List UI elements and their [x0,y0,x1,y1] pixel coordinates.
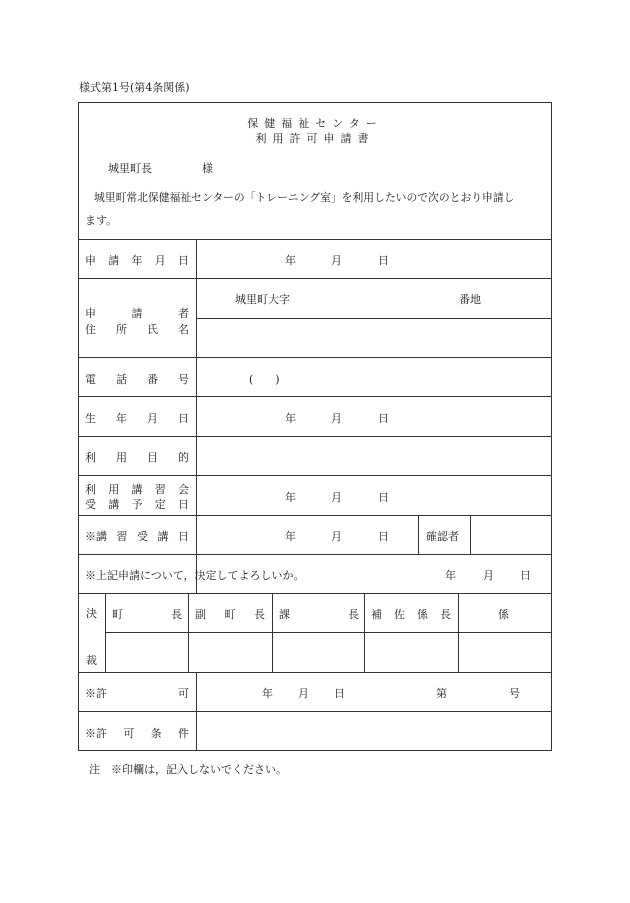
address-prefix[interactable]: 城里町大字 [235,293,290,306]
course-label-line1: 利 用 講 習 会 [85,483,189,496]
attendance-label: ※講 習 受 講 日 [85,530,189,543]
label-column-divider [196,239,197,593]
conditions-field[interactable] [197,712,551,750]
applicant-label: 申 請 者 [85,307,189,320]
course-date-year[interactable]: 年 [285,491,296,504]
application-form [78,102,552,751]
row-divider [79,436,551,437]
applicant-address-name-label: 住 所 氏 名 [85,323,189,336]
row-divider [79,239,551,240]
permission-day[interactable]: 日 [334,687,345,700]
confirmer-label: 確認者 [426,530,459,543]
seal-box-staff[interactable] [459,633,551,672]
course-label-line2: 受 講 予 定 日 [85,498,189,511]
approval-month[interactable]: 月 [483,569,494,582]
form-title-line1: 保健福祉センター [247,117,383,130]
attendance-year[interactable]: 年 [285,530,296,543]
phone-label: 電 話 番 号 [85,373,189,386]
attendance-day[interactable]: 日 [378,530,389,543]
course-date-day[interactable]: 日 [378,491,389,504]
seal-box-deputy[interactable] [189,633,272,672]
permission-year[interactable]: 年 [262,687,273,700]
phone-field[interactable]: ( ) [249,373,280,386]
permission-number-prefix: 第 [436,687,447,700]
attendance-month[interactable]: 月 [331,530,342,543]
role-deputy-label: 副 町 長 [195,608,265,621]
row-divider [196,318,551,319]
permission-month[interactable]: 月 [298,687,309,700]
row-divider [79,672,551,673]
seal-box-mayor[interactable] [106,633,188,672]
row-divider [79,278,551,279]
role-staff-label: 係 [498,608,509,621]
request-text-line1: 城里町常北保健福祉センターの「トレーニング室」を利用したいので次のとおり申請し [94,191,515,204]
birth-date-day[interactable]: 日 [378,412,389,425]
birth-date-month[interactable]: 月 [331,412,342,425]
row-divider [79,396,551,397]
confirmer-divider [418,515,419,554]
birth-date-year[interactable]: 年 [285,412,296,425]
seal-box-section-chief[interactable] [273,633,364,672]
conditions-label: ※許 可 条 件 [85,727,189,740]
row-divider [79,554,551,555]
decision-label-top: 決 [86,607,97,620]
row-divider [79,593,551,594]
addressee-honorific: 様 [202,162,213,175]
footnote: 注 ※印欄は，記入しないでください。 [89,763,287,776]
application-date-month[interactable]: 月 [331,254,342,267]
role-section-chief-label: 課 長 [279,608,359,621]
addressee-name: 城里町長 [108,162,152,175]
decision-label-bottom: 裁 [86,654,97,667]
approval-day[interactable]: 日 [520,569,531,582]
form-title-line2: 利用許可申請書 [255,132,375,145]
birth-date-label: 生 年 月 日 [85,412,189,425]
approval-statement: ※上記申請について，決定してよろしいか。 [85,569,305,582]
row-divider [79,475,551,476]
application-date-day[interactable]: 日 [378,254,389,267]
row-divider [79,357,551,358]
request-text-line2: ます。 [85,214,118,227]
role-assistant-chief-label: 補 佐 係 長 [371,608,451,621]
permission-number-suffix: 号 [509,687,520,700]
role-mayor-label: 町 長 [112,608,182,621]
confirmer-divider [470,515,471,554]
application-date-year[interactable]: 年 [285,254,296,267]
form-number-label: 様式第1号(第4条関係) [79,81,190,94]
approval-year[interactable]: 年 [445,569,456,582]
address-suffix[interactable]: 番地 [459,293,481,306]
application-date-label: 申 請 年 月 日 [85,254,189,267]
permission-label: ※許 可 [85,687,189,700]
seal-box-assistant-chief[interactable] [365,633,458,672]
purpose-label: 利 用 目 的 [85,451,189,464]
row-divider [79,515,551,516]
course-date-month[interactable]: 月 [331,491,342,504]
